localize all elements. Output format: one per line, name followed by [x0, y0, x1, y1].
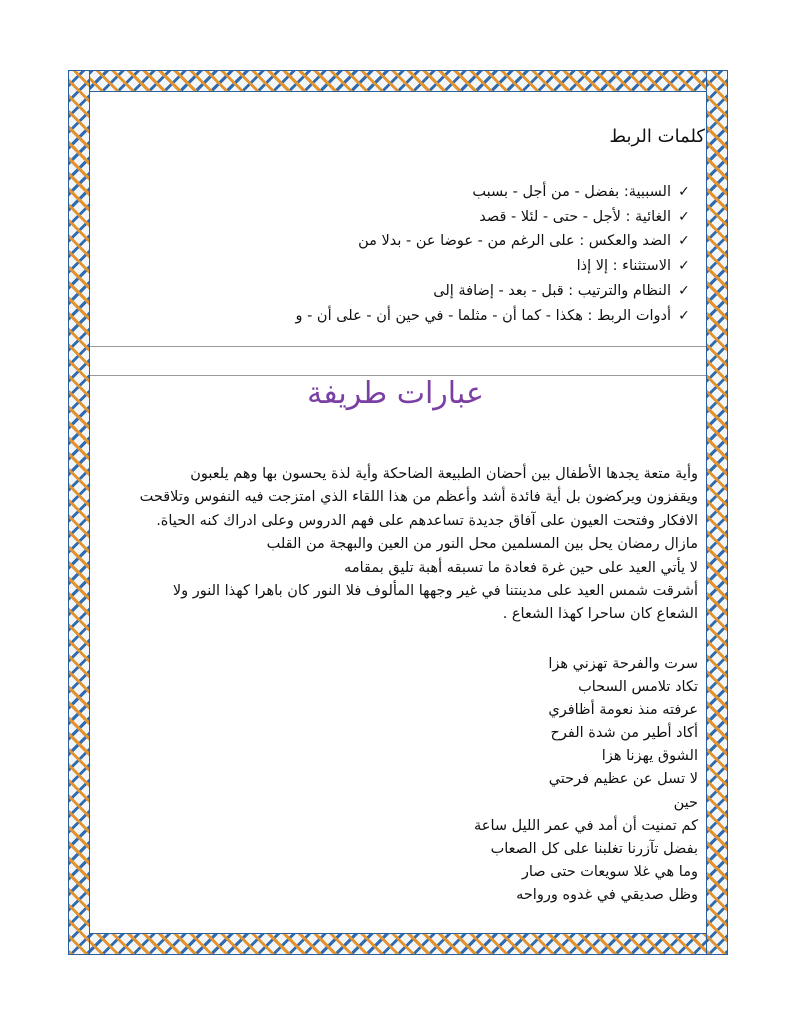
poem-line: أكاد أطير من شدة الفرح [550, 725, 698, 742]
poem-line: وظل صديقي في غدوه ورواحه [516, 886, 698, 903]
poem-lines [474, 653, 698, 907]
list-item: ✓ الاستثناء : إلا إذا [295, 254, 691, 279]
list-item: ✓ أدوات الربط : هكذا - كما أن - مثلما - في حين أن - على أن - و [295, 304, 691, 329]
checkmark-icon: ✓ [678, 208, 690, 225]
paragraph-line: الافكار وفتحت العيون على آفاق جديدة تساعدهم على فهم الدروس وعلى ادراك كنه الحياة. [156, 512, 698, 529]
poem-line: كم تمنيت أن أمد في عمر الليل ساعة [474, 817, 698, 834]
paragraph-line: مازال رمضان يحل بين المسلمين محل النور من العين والبهجة من القلب [266, 536, 698, 553]
checkmark-icon: ✓ [678, 258, 690, 275]
checkmark-icon: ✓ [678, 184, 690, 200]
border-left [68, 70, 90, 955]
connectors-list [295, 180, 691, 328]
list-item: ✓ النظام والترتيب : قبل - بعد - إضافة إلى [295, 279, 691, 304]
poem-line: وما هي غلا سويعات حتى صار [521, 863, 698, 880]
border-top [68, 70, 728, 92]
poem-line: لا تسل عن عظيم فرحتي [548, 771, 698, 788]
paragraph-line: لا يأتي العيد على حين غرة فعادة ما تسبقه أهبة تليق بمقامه [344, 559, 698, 576]
poem-line: سرت والفرحة تهزني هزا [548, 656, 698, 672]
paragraph-line: وأية متعة يجدها الأطفال بين أحضان الطبيعة الضاحكة وأية لذة يحسون بها وهم يلعبون [190, 466, 698, 482]
paragraph-line: ويقفزون ويركضون بل أية فائدة أشد وأعظم من هذا اللقاء الذي امتزجت فيه النفوس وتلاقحت [139, 489, 698, 506]
checkmark-icon: ✓ [678, 233, 690, 250]
section-title: عبارات طريفة [307, 376, 484, 411]
checkmark-icon: ✓ [678, 307, 690, 324]
checkmark-icon: ✓ [678, 282, 690, 299]
poem-line: حين [673, 794, 698, 811]
poem-line: عرفته منذ نعومة أظافري [548, 702, 698, 719]
divider-line-1 [90, 346, 706, 347]
connectors-heading: كلمات الربط [609, 126, 705, 147]
poem-line: بفضل تآزرنا تغلبنا على كل الصعاب [490, 840, 698, 857]
paragraph-line: أشرقت شمس العيد على مدينتنا في غير وجهها المألوف فلا النور كان باهرا كهذا النور ولا [172, 583, 698, 600]
border-right [706, 70, 728, 955]
list-item: ✓ السببية: بفضل - من أجل - بسبب [295, 180, 691, 205]
border-bottom [68, 933, 728, 955]
poem-line: الشوق يهزنا هزا [601, 748, 698, 765]
paragraph-line: الشعاع كان ساحرا كهذا الشعاع . [502, 606, 698, 623]
paragraph [98, 463, 698, 627]
list-item: ✓ الغائية : لأجل - حتى - لئلا - قصد [295, 205, 691, 230]
list-item: ✓ الضد والعكس : على الرغم من - عوضا عن - بدلا من [295, 229, 691, 254]
poem-line: تكاد تلامس السحاب [578, 679, 698, 696]
